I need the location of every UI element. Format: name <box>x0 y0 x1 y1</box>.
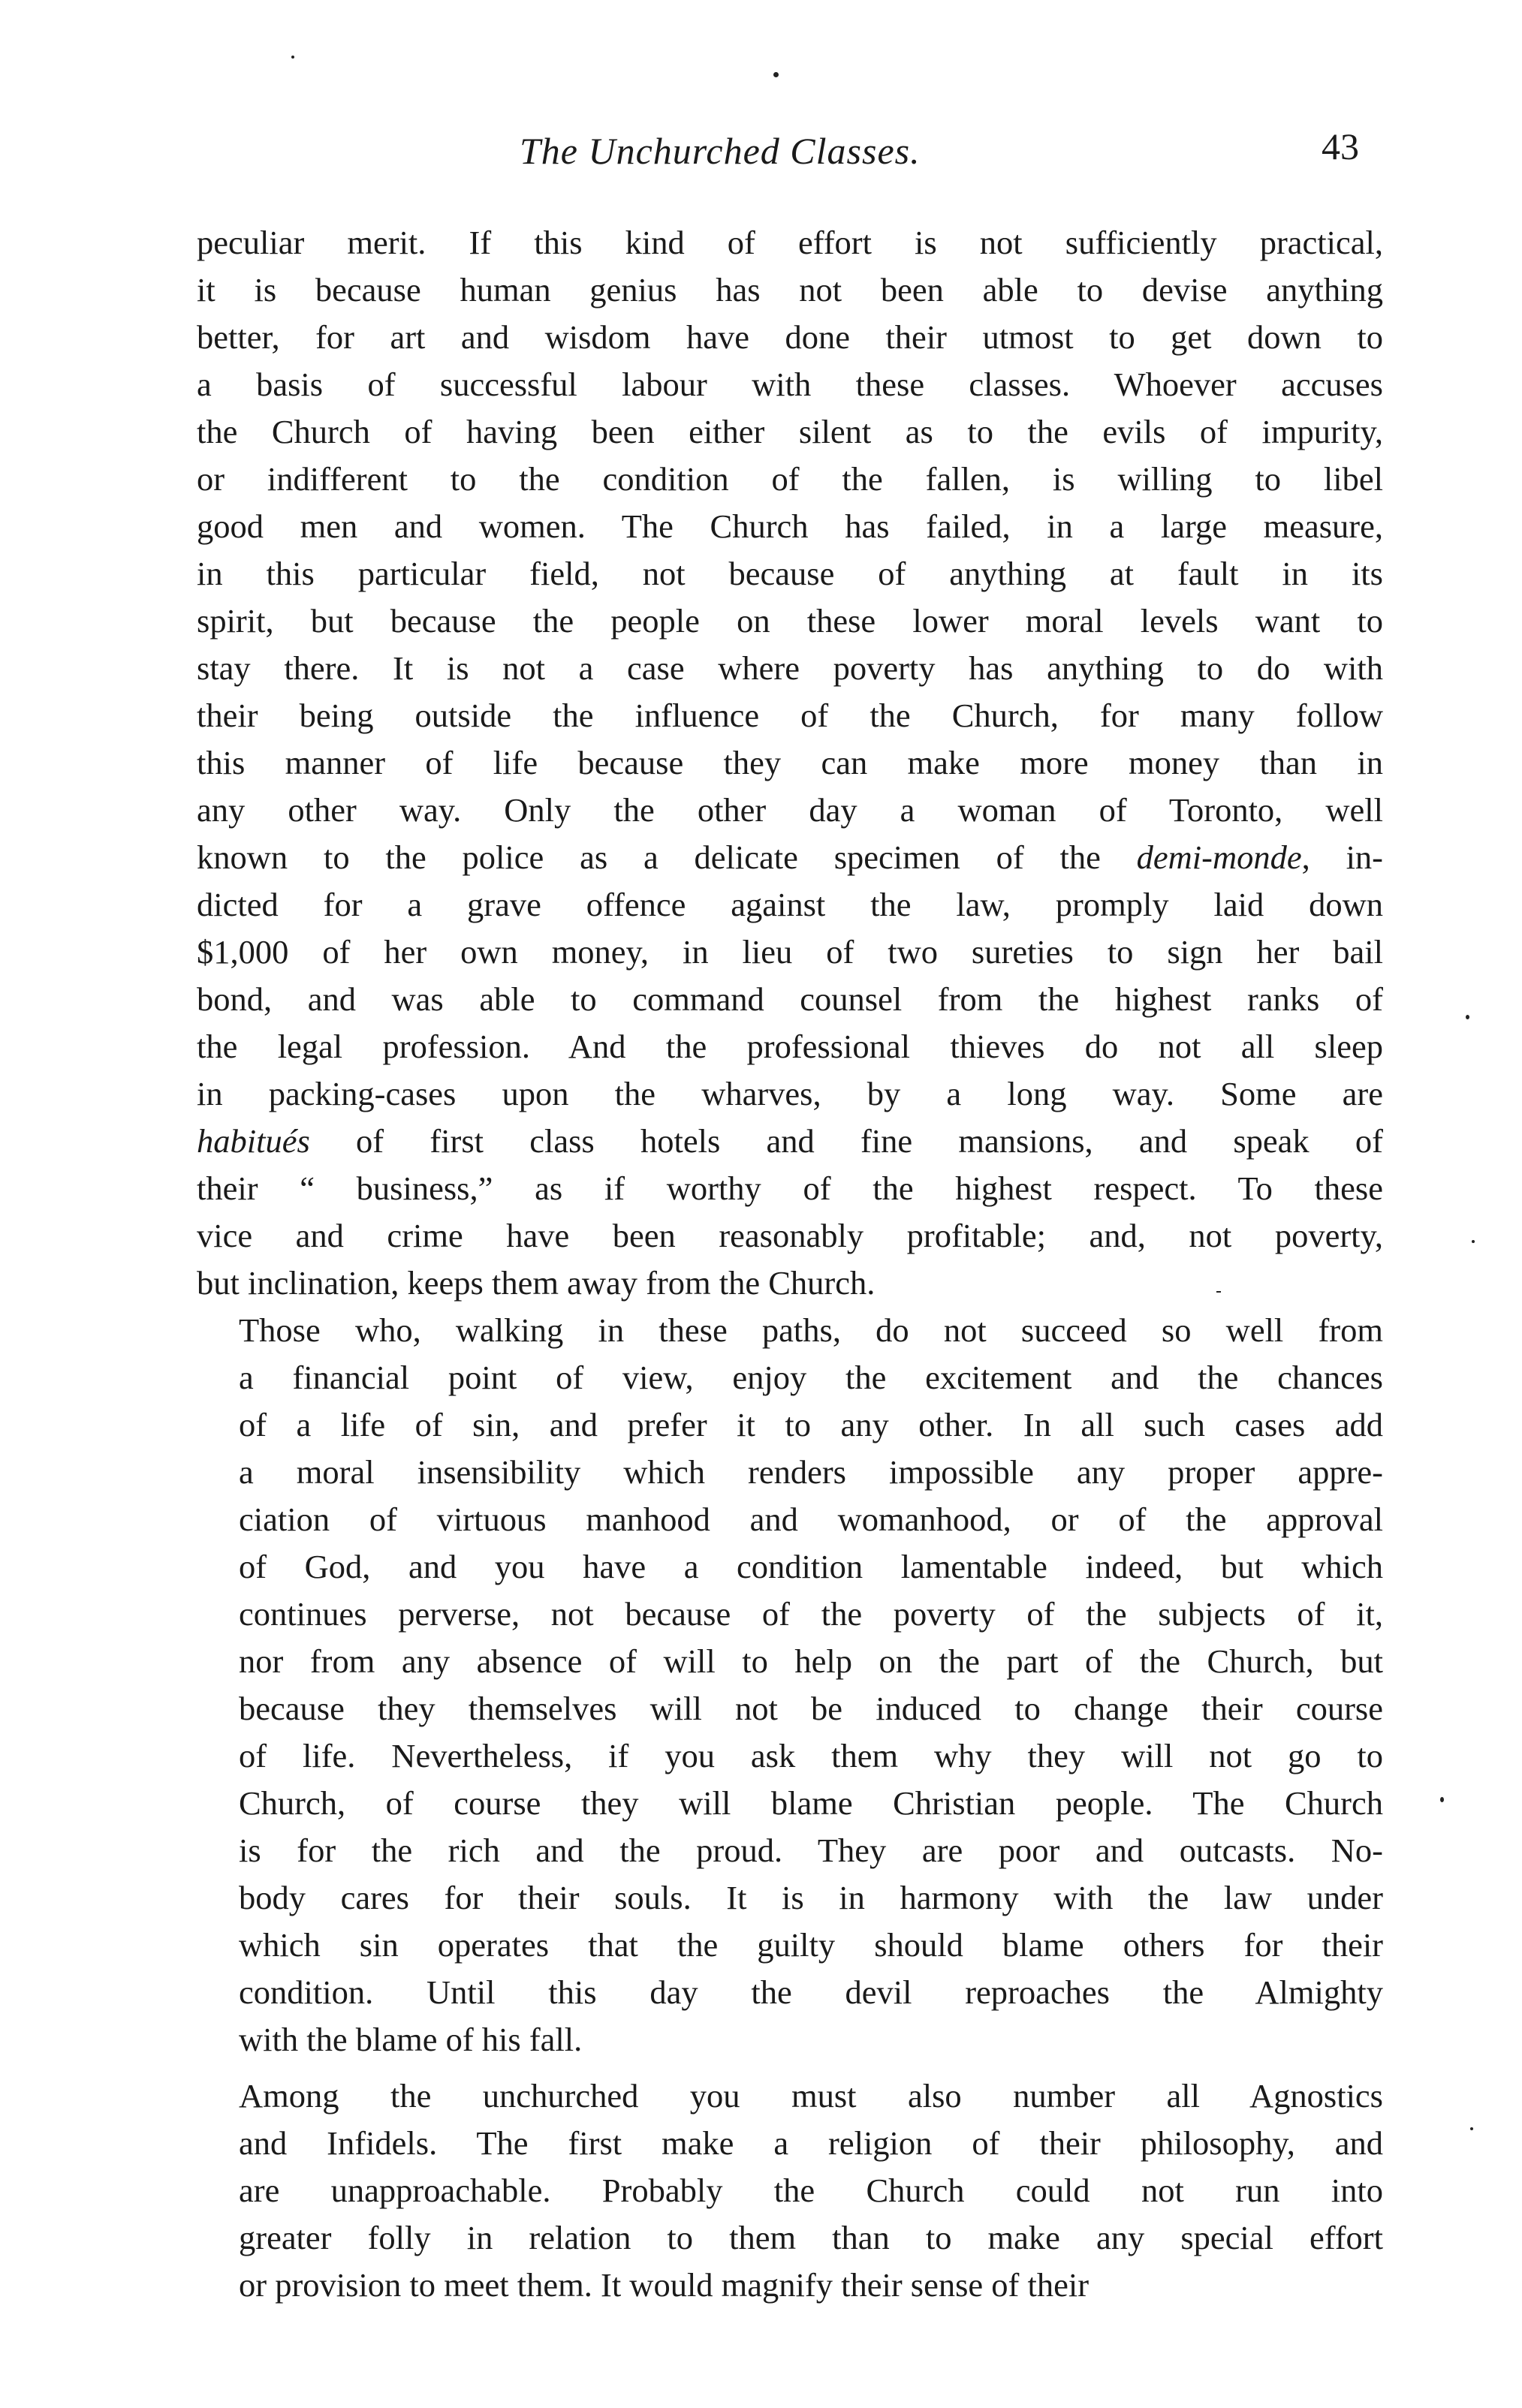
running-title: The Unchurched Classes. <box>520 130 921 172</box>
text-line: vice and crime have been reasonably profitable; and, not poverty, <box>197 1217 1383 1254</box>
text-line: of God, and you have a condition lamentable indeed, but which <box>239 1548 1383 1585</box>
text-line: or indifferent to the condition of the fallen, is willing to libel <box>197 460 1383 498</box>
text-line: better, for art and wisdom have done their utmost to get down to <box>197 318 1383 356</box>
text-line: Among the unchurched you must also number all Agnostics <box>239 2077 1383 2115</box>
text-line: condition. Until this day the devil reproaches the Almighty <box>239 1973 1383 2011</box>
text-line: it is because human genius has not been able to devise anything <box>197 271 1383 309</box>
scan-speck <box>1470 2127 1473 2130</box>
paragraph <box>197 219 1383 1307</box>
page-number: 43 <box>1322 125 1359 167</box>
text-line: $1,000 of her own money, in lieu of two sureties to sign her bail <box>197 933 1383 971</box>
text-line: known to the police as a delicate specimen of the demi-monde, in- <box>197 838 1383 876</box>
text-line: their “ business,” as if worthy of the highest respect. To these <box>197 1169 1383 1207</box>
body-text <box>197 219 1383 2309</box>
text-line: their being outside the influence of the Church, for many follow <box>197 697 1383 734</box>
text-line: stay there. It is not a case where poverty has anything to do with <box>197 649 1383 687</box>
text-line: and Infidels. The first make a religion of their philosophy, and <box>239 2124 1383 2162</box>
text-line: spirit, but because the people on these lower moral levels want to <box>197 602 1383 640</box>
page-header <box>197 125 1377 182</box>
text-line: peculiar merit. If this kind of effort is not sufficiently practical, <box>197 224 1383 261</box>
text-line: any other way. Only the other day a woman of Toronto, well <box>197 791 1383 829</box>
text-line: a financial point of view, enjoy the excitement and the chances <box>239 1359 1383 1396</box>
text-line: dicted for a grave offence against the law, promply laid down <box>197 886 1383 923</box>
text-line: with the blame of his fall. <box>239 2021 583 2058</box>
text-line: habitués of first class hotels and fine mansions, and speak of <box>197 1122 1383 1160</box>
scan-speck <box>291 56 294 59</box>
text-line: but inclination, keeps them away from the Church. <box>197 1264 876 1302</box>
scan-speck <box>1472 1240 1475 1243</box>
text-line: Those who, walking in these paths, do not succeed so well from <box>239 1311 1383 1349</box>
text-line: which sin operates that the guilty should blame others for their <box>239 1926 1383 1964</box>
text-line: a basis of successful labour with these classes. Whoever accuses <box>197 366 1383 403</box>
scan-speck <box>1440 1797 1444 1802</box>
text-line: are unapproachable. Probably the Church could not run into <box>239 2172 1383 2209</box>
text-line: the Church of having been either silent as to the evils of impurity, <box>197 413 1383 450</box>
text-line: is for the rich and the proud. They are poor and outcasts. No- <box>239 1832 1383 1869</box>
text-line: this manner of life because they can make more money than in <box>197 744 1383 781</box>
text-line: or provision to meet them. It would magnify their sense of their <box>239 2266 1090 2304</box>
text-line: body cares for their souls. It is in harmony with the law under <box>239 1879 1383 1916</box>
text-line: good men and women. The Church has failed, in a large measure, <box>197 507 1383 545</box>
paragraph <box>197 2072 1383 2309</box>
text-line: Church, of course they will blame Christian people. The Church <box>239 1784 1383 1822</box>
text-line: bond, and was able to command counsel from the highest ranks of <box>197 980 1383 1018</box>
text-line: because they themselves will not be induced to change their course <box>239 1690 1383 1727</box>
text-line: of life. Nevertheless, if you ask them why they will not go to <box>239 1737 1383 1774</box>
scan-speck <box>773 72 779 77</box>
text-line: ciation of virtuous manhood and womanhood, or of the approval <box>239 1500 1383 1538</box>
text-line: the legal profession. And the professional thieves do not all sleep <box>197 1028 1383 1065</box>
text-line: in packing-cases upon the wharves, by a long way. Some are <box>197 1075 1383 1112</box>
text-line: greater folly in relation to them than to make any special effort <box>239 2219 1383 2256</box>
paragraph <box>197 1307 1383 2063</box>
text-line: nor from any absence of will to help on the part of the Church, but <box>239 1642 1383 1680</box>
text-line: continues perverse, not because of the poverty of the subjects of it, <box>239 1595 1383 1633</box>
text-line: of a life of sin, and prefer it to any other. In all such cases add <box>239 1406 1383 1443</box>
scan-speck <box>1466 1015 1469 1019</box>
text-line: a moral insensibility which renders impossible any proper appre- <box>239 1453 1383 1491</box>
text-line: in this particular field, not because of anything at fault in its <box>197 555 1383 592</box>
